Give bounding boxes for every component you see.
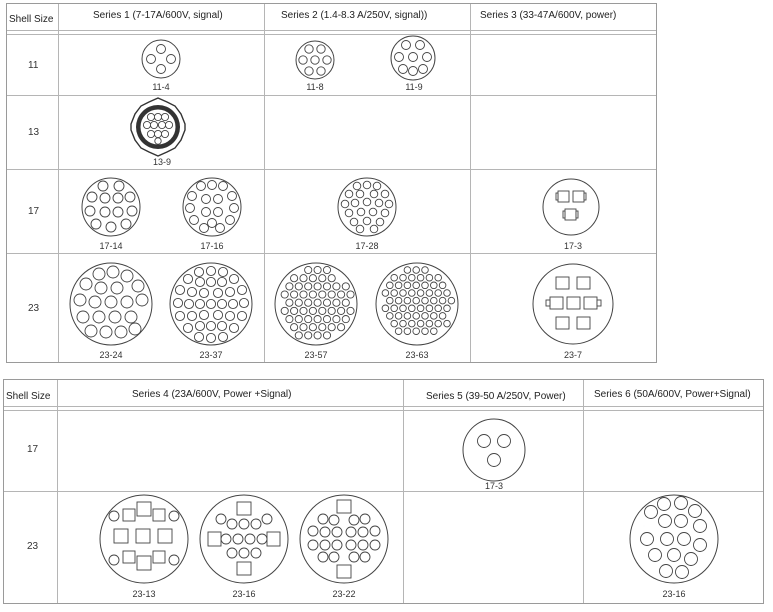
shell-size-cell: 23 [27,541,39,552]
signal-contact-icon [426,290,433,297]
connector-17-14-icon [81,177,141,237]
connector-17-3-icon [542,178,600,236]
signal-contact-icon [338,324,345,331]
signal-contact-icon [305,299,312,306]
signal-contact-icon [333,283,340,290]
connector-23-7-icon [532,263,614,345]
connector-label: 17-3 [563,241,583,251]
connector-table-series-1-3 [6,3,657,363]
signal-contact-icon [400,320,407,327]
connector-label: 17-28 [355,241,379,251]
signal-contact-icon [286,283,293,290]
signal-contact-icon [305,283,312,290]
shell-size-cell: 17 [27,444,39,455]
signal-contact-icon [319,275,326,282]
signal-contact-icon [400,290,407,297]
signal-contact-icon [422,328,429,335]
row-divider [4,491,763,492]
signal-contact-icon [413,282,420,289]
signal-contact-icon [314,316,321,323]
column-divider [58,4,59,362]
row-divider [7,169,656,170]
signal-contact-icon [422,297,429,304]
signal-contact-icon [314,266,321,273]
signal-contact-icon [295,332,302,339]
signal-contact-icon [305,332,312,339]
connector-23-24-icon [69,262,153,346]
signal-contact-icon [300,291,307,298]
signal-contact-icon [435,274,442,281]
signal-contact-icon [391,290,398,297]
signal-contact-icon [382,305,389,312]
header-series-4: Series 4 (23A/600V, Power +Signal) [132,389,292,400]
signal-contact-icon [404,328,411,335]
shell-size-cell: 23 [28,303,40,314]
connector-label: 23-22 [332,589,356,599]
signal-contact-icon [314,283,321,290]
signal-contact-icon [409,290,416,297]
signal-contact-icon [413,297,420,304]
signal-contact-icon [426,274,433,281]
signal-contact-icon [314,332,321,339]
signal-contact-icon [417,320,424,327]
signal-contact-icon [435,290,442,297]
connector-label: 23-57 [304,350,328,360]
signal-contact-icon [291,307,298,314]
signal-contact-icon [422,282,429,289]
signal-contact-icon [395,282,402,289]
connector-23-63-icon [375,262,459,346]
signal-contact-icon [391,305,398,312]
signal-contact-icon [286,299,293,306]
signal-contact-icon [404,297,411,304]
connector-17-28-icon [337,177,397,237]
signal-contact-icon [323,266,330,273]
signal-contact-icon [444,320,451,327]
connector-17-16-icon [182,177,242,237]
signal-contact-icon [328,291,335,298]
signal-contact-icon [395,328,402,335]
signal-contact-icon [347,307,354,314]
signal-contact-icon [417,305,424,312]
connector-13-9-icon [129,97,187,157]
connector-23-13-icon [99,494,189,584]
signal-contact-icon [309,275,316,282]
signal-contact-icon [338,307,345,314]
shell-size-cell: 11 [28,60,39,71]
signal-contact-icon [409,320,416,327]
signal-contact-icon [409,305,416,312]
connector-23-22-icon [299,494,389,584]
connector-label: 23-16 [662,589,686,599]
column-divider [470,4,471,362]
header-series-2: Series 2 (1.4-8.3 A/250V, signal)) [281,10,428,21]
signal-contact-icon [314,299,321,306]
signal-contact-icon [305,316,312,323]
signal-contact-icon [342,316,349,323]
signal-contact-icon [309,324,316,331]
signal-contact-icon [387,313,394,320]
signal-contact-icon [409,274,416,281]
shell-size-cell: 17 [28,206,40,217]
header-series-5: Series 5 (39-50 A/250V, Power) [426,391,566,402]
shell-size-cell: 13 [28,127,40,138]
connector-label: 13-9 [152,157,172,167]
connector-label: 23-37 [199,350,223,360]
signal-contact-icon [319,291,326,298]
signal-contact-icon [404,282,411,289]
signal-contact-icon [413,313,420,320]
signal-contact-icon [342,283,349,290]
signal-contact-icon [417,290,424,297]
signal-contact-icon [281,307,288,314]
signal-contact-icon [328,275,335,282]
signal-contact-icon [426,320,433,327]
connector-11-8-icon [295,40,335,80]
signal-contact-icon [286,316,293,323]
signal-contact-icon [387,282,394,289]
column-divider [264,4,265,362]
connector-23-57-icon [274,262,358,346]
signal-contact-icon [319,324,326,331]
signal-contact-icon [281,291,288,298]
connector-17-3-icon [462,418,526,482]
signal-contact-icon [435,320,442,327]
header-shell-size: Shell Size [6,391,51,402]
signal-contact-icon [323,316,330,323]
connector-11-4-icon [141,39,181,79]
signal-contact-icon [400,274,407,281]
row-divider [7,95,656,96]
signal-contact-icon [347,291,354,298]
signal-contact-icon [291,291,298,298]
connector-table-series-4-6 [3,379,764,604]
connector-label: 11-8 [306,82,324,92]
signal-contact-icon [387,297,394,304]
connector-label: 23-63 [405,350,429,360]
signal-contact-icon [395,297,402,304]
connector-23-16-icon [629,494,719,584]
signal-contact-icon [309,291,316,298]
signal-contact-icon [323,283,330,290]
signal-contact-icon [444,305,451,312]
signal-contact-icon [391,320,398,327]
header-divider [4,406,763,411]
header-series-6: Series 6 (50A/600V, Power+Signal) [594,389,751,400]
signal-contact-icon [305,266,312,273]
connector-label: 11-4 [152,82,170,92]
signal-contact-icon [391,274,398,281]
signal-contact-icon [404,267,411,274]
connector-label: 23-7 [563,350,583,360]
signal-contact-icon [333,299,340,306]
connector-23-16-icon [199,494,289,584]
connector-label: 17-16 [200,241,224,251]
connector-label: 23-16 [232,589,256,599]
signal-contact-icon [323,299,330,306]
signal-contact-icon [300,324,307,331]
header-divider [7,30,656,35]
signal-contact-icon [439,282,446,289]
connector-23-37-icon [169,262,253,346]
signal-contact-icon [439,313,446,320]
signal-contact-icon [404,313,411,320]
signal-contact-icon [431,297,438,304]
signal-contact-icon [319,307,326,314]
signal-contact-icon [333,316,340,323]
signal-contact-icon [328,307,335,314]
signal-contact-icon [431,328,438,335]
signal-contact-icon [448,297,455,304]
header-series-3: Series 3 (33-47A/600V, power) [480,10,617,21]
signal-contact-icon [342,299,349,306]
signal-contact-icon [417,274,424,281]
header-shell-size: Shell Size [9,14,54,25]
signal-contact-icon [323,332,330,339]
signal-contact-icon [431,313,438,320]
row-divider [7,253,656,254]
signal-contact-icon [295,283,302,290]
signal-contact-icon [439,297,446,304]
signal-contact-icon [300,307,307,314]
signal-contact-icon [395,313,402,320]
signal-contact-icon [291,275,298,282]
signal-contact-icon [300,275,307,282]
signal-contact-icon [328,324,335,331]
connector-label: 17-3 [484,481,504,491]
signal-contact-icon [295,316,302,323]
signal-contact-icon [426,305,433,312]
connector-label: 23-13 [132,589,156,599]
signal-contact-icon [338,291,345,298]
signal-contact-icon [444,290,451,297]
signal-contact-icon [295,299,302,306]
signal-contact-icon [309,307,316,314]
signal-contact-icon [291,324,298,331]
signal-contact-icon [413,328,420,335]
signal-contact-icon [435,305,442,312]
signal-contact-icon [400,305,407,312]
signal-contact-icon [422,267,429,274]
signal-contact-icon [382,290,389,297]
header-series-1: Series 1 (7-17A/600V, signal) [93,10,223,21]
connector-11-9-icon [390,35,436,81]
connector-label: 17-14 [99,241,123,251]
signal-contact-icon [413,267,420,274]
signal-contact-icon [422,313,429,320]
signal-contact-icon [431,282,438,289]
connector-label: 11-9 [405,82,423,92]
connector-label: 23-24 [99,350,123,360]
